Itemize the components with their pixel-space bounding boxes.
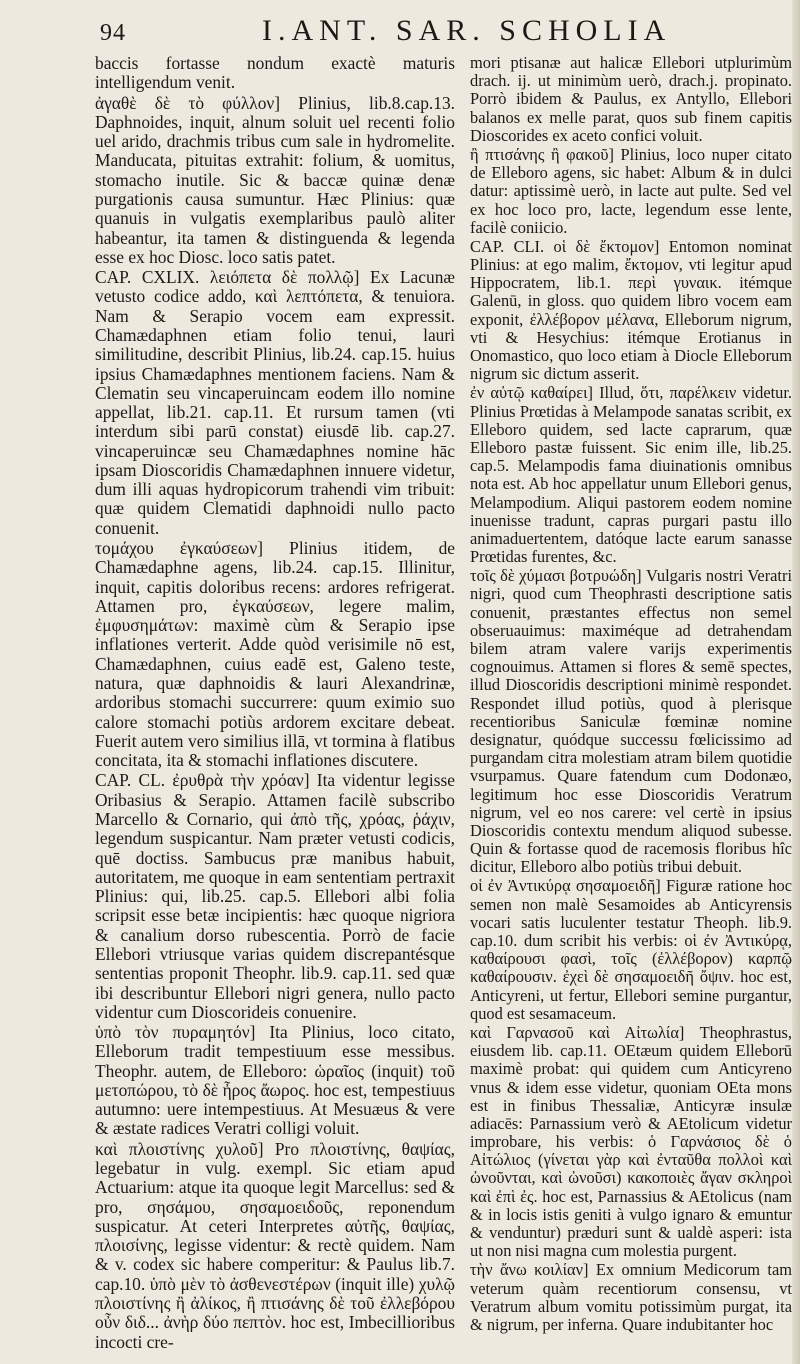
paragraph: CAP. CLI. οἱ δὲ ἔκτομον] Entomon nominat Plinius: at ego malim, ἔκτομον, vti legitur apud Hippocratem, lib.1. περὶ γυναικ. itémque Galenū, in gloss. quo quidem libro vocem eam exponit, ἐλλέβορον μέλανα, Elleborum nigrum, vti & Hesychius: itémque Erotianus in Onomastico, quo loco etiam à Diocle Elleborum nigrum sic dictum asserit. xyxy=(470,236,792,384)
paragraph: τὴν ἄνω κοιλίαν] Ex omnium Medicorum tam veterum quàm recentiorum consensu, vt Veratrum album vomitu potissimùm purgat, ita & nigrum, per inferna. Quare indubitanter hoc xyxy=(470,1260,792,1334)
right-column xyxy=(470,54,792,1335)
left-column xyxy=(95,54,455,1353)
paragraph: ἐν αὐτῷ καθαίρει] Illud, ὅτι, παρέλκειν videtur. Plinius Prœtidas à Melampode sanatas scribit, ex Elleboro quidem, sed lacte caprarum, quæ Elleboro pastæ fuissent. Sic enim ille, lib.25. cap.5. Melampodis fama diuinationis omnibus nota est. Ab hoc appellatur unum Ellebori genus, Melampodium. Aliqui pastorem eodem nomine inuenisse tradunt, capras purgari pastu illo animaduertentem, datóque lacte earum sanasse Prœtidas furentes, &c. xyxy=(470,383,792,567)
paragraph: καὶ πλοιστίνης χυλοῦ] Pro πλοιστίνης, θαψίας, legebatur in vulg. exempl. Sic etiam apud Actuarium: atque ita quoque legit Marcellus: sed & pro, σησάμου, σησαμοειδοῦς, reponendum suspicatur. At ceteri Interpretes αὐτῆς, θαψίας, πλοισίνης, legisse videntur: & rectè quidem. Nam & v. codex sic habere comperitur: & Paulus lib.7. cap.10. ὑπὸ μὲν τὸ ἀσθενεστέρων (inquit ille) χυλῷ πλοιστίνης ἢ ἀλίκος, ἢ πτισάνης δὲ τοῦ ἐλλεβόρου οὖν διδ... ἀνὴρ δύο πεπτὸν. hoc est, Imbecillioribus incocti cre- xyxy=(95,1138,455,1352)
paragraph: CAP. CXLIX. λειόπετα δὲ πολλῷ] Ex Lacunæ vetusto codice addo, καὶ λεπτόπετα, & tenuiora. Nam & Serapio vocem eam expressit. Chamædaphnen etiam folio tenui, lauri similitudine, describit Plinius, lib.24. cap.15. huius ipsius Chamædaphnes mentionem faciens. Nam & Clematin seu vincaperuincam eodem illo nomine appellat, lib.21. cap.11. Et rursum tamen (vti interdum sibi parū constat) eiusdē lib. cap.27. vincaperuincæ seu Chamædaphnes nomine hāc ipsam Dioscoridis Chamædaphnen innuere videtur, dum illi aquas hydropicorum trahendi vim tribuit: quæ quidem Clematidi daphnoidi nullo pacto conuenit. xyxy=(95,267,455,538)
running-head: I.ANT. SAR. SCHOLIA xyxy=(262,14,672,47)
paragraph: τομάχου ἐγκαύσεων] Plinius itidem, de Chamædaphne agens, lib.24. cap.15. Illinitur, inquit, capitis doloribus recens: ardores refrigerat. Attamen pro, ἐγκαύσεων, legere malim, ἐμφυσημάτων: maximè cùm & Serapio ipse inflationes verterit. Adde quòd verisimile nō est, Chamædaphnen, cuius eadē est, Galeno teste, natura, quæ daphnoidis & lauri Alexandrinæ, ardoribus stomachi succurrere: quum eximio suo calore stomachi potiùs ardorem excitare debeat. Fuerit autem vero similius illā, vt tormina à flatibus concitata, ita & stomachi inflationes discutere. xyxy=(95,538,455,771)
paragraph: mori ptisanæ aut halicæ Ellebori utplurimùm drach. ij. ut minimùm uerò, drach.j. propinato. Porrò ibidem & Paulus, ex Antyllo, Ellebori balanos ex melle parat, quos sub finem capitis Dioscorides ex aceto confici voluit. xyxy=(470,53,792,145)
paragraph: τοῖς δὲ χύμασι βοτρυώδη] Vulgaris nostri Veratri nigri, quod cum Theophrasti descriptione satis conuenit, præstantes effectus non semel obseruauimus: maximéque ad detrahendam bilem atram valere varijs experimentis cognouimus. Attamen si flores & semē spectes, illud Dioscoridis descriptioni minimè respondet. Respondet illud potiùs, quod à plerisque recentioribus Saniculæ fœminæ nomine designatur, quódque successu fœlicissimo ad purgandam citra molestiam atram bilem quotidie vsurpamus. Quare fatendum cum Dodonæo, legitimum hoc esse Dioscoridis Veratrum nigrum, vel eo nos carere: vel certè in ipsius Dioscoridis contextu mendum aliquod subesse. Quin & fortasse quod de racemosis floribus hîc dicitur, Elleboro albo potiùs tribui debuit. xyxy=(470,566,792,877)
paragraph: καὶ Γαρνασοῦ καὶ Αἰτωλία] Theophrastus, eiusdem lib. cap.11. OEtæum quidem Elleborū maximè probat: qui quidem cum Anticyreno vnus & idem esse videtur, quoniam OEta mons est in finibus Thessaliæ, Anticyræ insulæ adiacēs: Parnassium verò & AEtolicum videtur improbare, his verbis: ὁ Γαρνάσιος δὲ ὁ Αἰτώλιος (γίνεται γὰρ καὶ ἐνταῦθα πολλοὶ καὶ ὠνοῦνται, καὶ ὠνοῦσι) κακοποιὲς ἄγαν σκληροὶ καὶ ἐπὶ ἐς. hoc est, Parnassius & AEtolicus (nam & in locis istis geniti à vulgo ignaro & emuntur & venduntur) præduri sunt & ualdè asperi: ista ut non nisi magna cum molestia purgent. xyxy=(470,1022,792,1261)
page-header xyxy=(0,6,800,52)
paragraph: ἢ πτισάνης ἢ φακοῦ] Plinius, loco nuper citato de Elleboro agens, sic habet: Album & in dulci datur: aptissimè uerò, in lacte aut pulte. Sed vel ex hoc loco pro, lacte, legendum esse lente, facilè coniicio. xyxy=(470,144,792,237)
paragraph: οἱ ἐν Ἀντικύρᾳ σησαμοειδῆ] Figuræ ratione hoc semen non malè Sesamoides ab Anticyrensis vocari satis luculenter testatur Theoph. lib.9. cap.10. dum scribit his verbis: οἱ ἐν Ἀντικύρᾳ, καθαίρουσι φασὶ, τοῖς (ἐλλέβορον) καρπῷ καθαίρουσιν. ἐχεὶ δὲ σησαμοειδῆ ὄψιν. hoc est, Anticyreni, ut fertur, Ellebori semine purgantur, quod est sesamaceum. xyxy=(470,876,792,1023)
paragraph: ἀγαθὲ δὲ τὸ φύλλον] Plinius, lib.8.cap.13. Daphnoides, inquit, alnum soluit uel recenti folio uel arido, drachmis tribus cum sale in hydromelite. Manducata, pituitas extrahit: folium, & uomitus, stomacho inutile. Sic & baccæ quinæ denæ purgationis causa sumuntur. Hæc Plinius: quæ quanuis in vulgatis exemplaribus paulò aliter habeantur, ita tamen & distinguenda & legenda esse ex hoc Diosc. loco satis patet. xyxy=(95,92,455,267)
paragraph: CAP. CL. ἐρυθρὰ τὴν χρόαν] Ita videntur legisse Oribasius & Serapio. Attamen facilè subscribo Marcello & Cornario, qui ἀπὸ τῆς, χρόας, ῥάχιν, legendum suspicantur. Nam præter vetusti codicis, quē doctiss. Sambucus præ manibus habuit, autoritatem, me quoque in eam sententiam pertraxit Plinius: qui, lib.25. cap.5. Ellebori albi folia scripsit esse betæ incipientis: hæc quoque nigriora & canalium dorso rubescentia. Porrò de facie Ellebori vtriusque varias quidem discrepantésque sententias proponit Theophr. lib.9. cap.11. sed quæ ibi describuntur Ellebori nigri genera, nullo pacto videntur cum Dioscorideis conuenire. xyxy=(95,770,455,1022)
paragraph: ὑπὸ τὸν πυραμητόν] Ita Plinius, loco citato, Elleborum tradit tempestiuum esse messibus. Theophr. autem, de Elleboro: ὡραῖος (inquit) τοῦ μετοπώρου, τὸ δὲ ἦρος ἄωρος. hoc est, tempestiuus autumno: uere intempestiuus. At Mesuæus & vere & æstate radices Veratri colligi voluit. xyxy=(95,1022,455,1139)
page-number: 94 xyxy=(100,20,126,46)
page-edge xyxy=(792,0,800,1364)
paragraph: baccis fortasse nondum exactè maturis intelligendum venit. xyxy=(95,53,455,93)
